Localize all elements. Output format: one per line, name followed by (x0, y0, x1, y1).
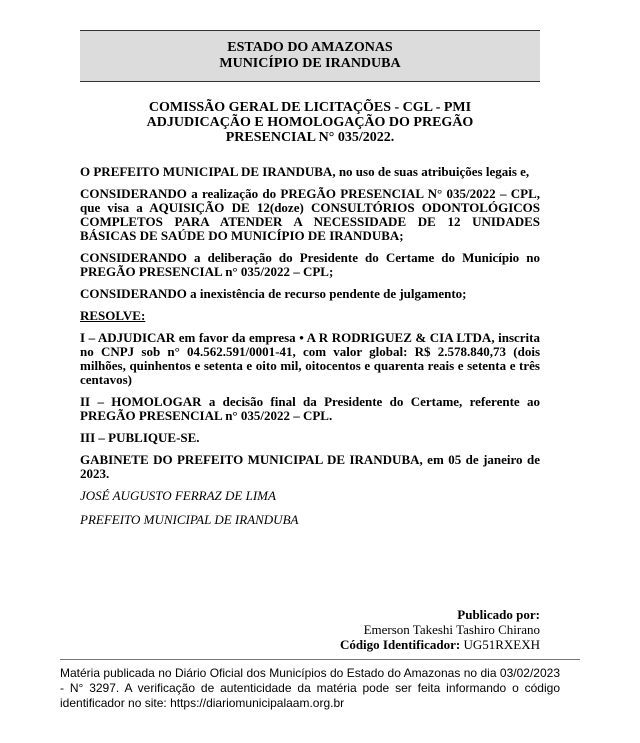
footer-divider (60, 659, 580, 660)
published-by-label: Publicado por: (457, 607, 540, 622)
identifier-label: Código Identificador: (339, 637, 461, 652)
adjudication-text: I – ADJUDICAR em favor da empresa • A R RODRIGUEZ & CIA LTDA, inscrita no CNPJ sob n° 04.562.591/0001-41, com valor global: R$ 2.578.840,73 (80, 330, 540, 359)
closing-text: GABINETE DO PREFEITO MUNICIPAL DE IRANDUBA, em 05 de janeiro de 2023. (80, 452, 540, 481)
publication-info (240, 607, 540, 652)
title-line-3: PRESENCIAL N° 035/2022. (225, 130, 395, 145)
state-name: ESTADO DO AMAZONAS (227, 40, 393, 55)
considering-label: CONSIDERANDO (80, 286, 187, 301)
resolution-item-2 (80, 395, 540, 423)
title-line-1: COMISSÃO GERAL DE LICITAÇÕES - CGL - PMI (148, 100, 472, 115)
resolution-item-3 (80, 431, 540, 445)
signature-name: JOSÉ AUGUSTO FERRAZ DE LIMA (80, 488, 276, 503)
document-body (80, 165, 540, 537)
value-in-words: (dois milhões, quinhentos e setenta e oito mil, oitocentos e quarenta reais e setenta e três centavos) (80, 344, 541, 387)
identifier-line (240, 637, 540, 652)
publisher-name: Emerson Takeshi Tashiro Chirano (363, 622, 540, 637)
footer-note: Matéria publicada no Diário Oficial dos Municípios do Estado do Amazonas no dia 03/02/2023 - N° 3297. A verificação de autenticidade da matéria pode ser feita informando o código identificador no site: https://diariomunicipalaam.org.br (60, 666, 560, 710)
signature-role: PREFEITO MUNICIPAL DE IRANDUBA (80, 512, 299, 527)
state-header (80, 30, 540, 82)
intro-text: no uso de suas atribuições legais e, (335, 164, 530, 179)
document-title (80, 100, 540, 145)
considering-paragraph-3 (80, 287, 540, 301)
considering-text: a deliberação do Presidente do Certame do Município no PREGÃO PRESENCIAL n° 035/2022 – CPL; (80, 250, 540, 279)
municipality-name: MUNICÍPIO DE IRANDUBA (219, 56, 401, 71)
publish-text: III – PUBLIQUE-SE. (80, 430, 200, 445)
resolve-heading (80, 309, 540, 323)
resolution-item-1 (80, 331, 540, 387)
considering-label: CONSIDERANDO (80, 186, 187, 201)
homologation-text: II – HOMOLOGAR a decisão final da Presidente do Certame, referente ao PREGÃO PRESENCIAL n° 035/2022 – CPL. (80, 394, 540, 423)
considering-paragraph-1 (80, 187, 540, 243)
identifier-code: UG51RXEXH (463, 637, 540, 652)
considering-paragraph-2 (80, 251, 540, 279)
considering-label: CONSIDERANDO (80, 250, 187, 265)
considering-text: a realização do PREGÃO PRESENCIAL N° 035/2022 – CPL, que visa a AQUISIÇÃO DE 12(doze) CONSULTÓRIOS ODONTOLÓGICOS COMPLETOS PARA ATENDER A NECESSIDADE DE 12 UNIDADES BÁSICAS DE SAÚDE DO MUNICÍPIO DE IRANDUBA; (80, 186, 540, 243)
intro-subject: O PREFEITO MUNICIPAL DE IRANDUBA, (80, 164, 336, 179)
closing-paragraph (80, 453, 540, 481)
considering-text: a inexistência de recurso pendente de julgamento; (186, 286, 467, 301)
title-line-2: ADJUDICAÇÃO E HOMOLOGAÇÃO DO PREGÃO (146, 115, 474, 130)
resolve-label: RESOLVE: (80, 308, 146, 323)
intro-paragraph (80, 165, 540, 179)
